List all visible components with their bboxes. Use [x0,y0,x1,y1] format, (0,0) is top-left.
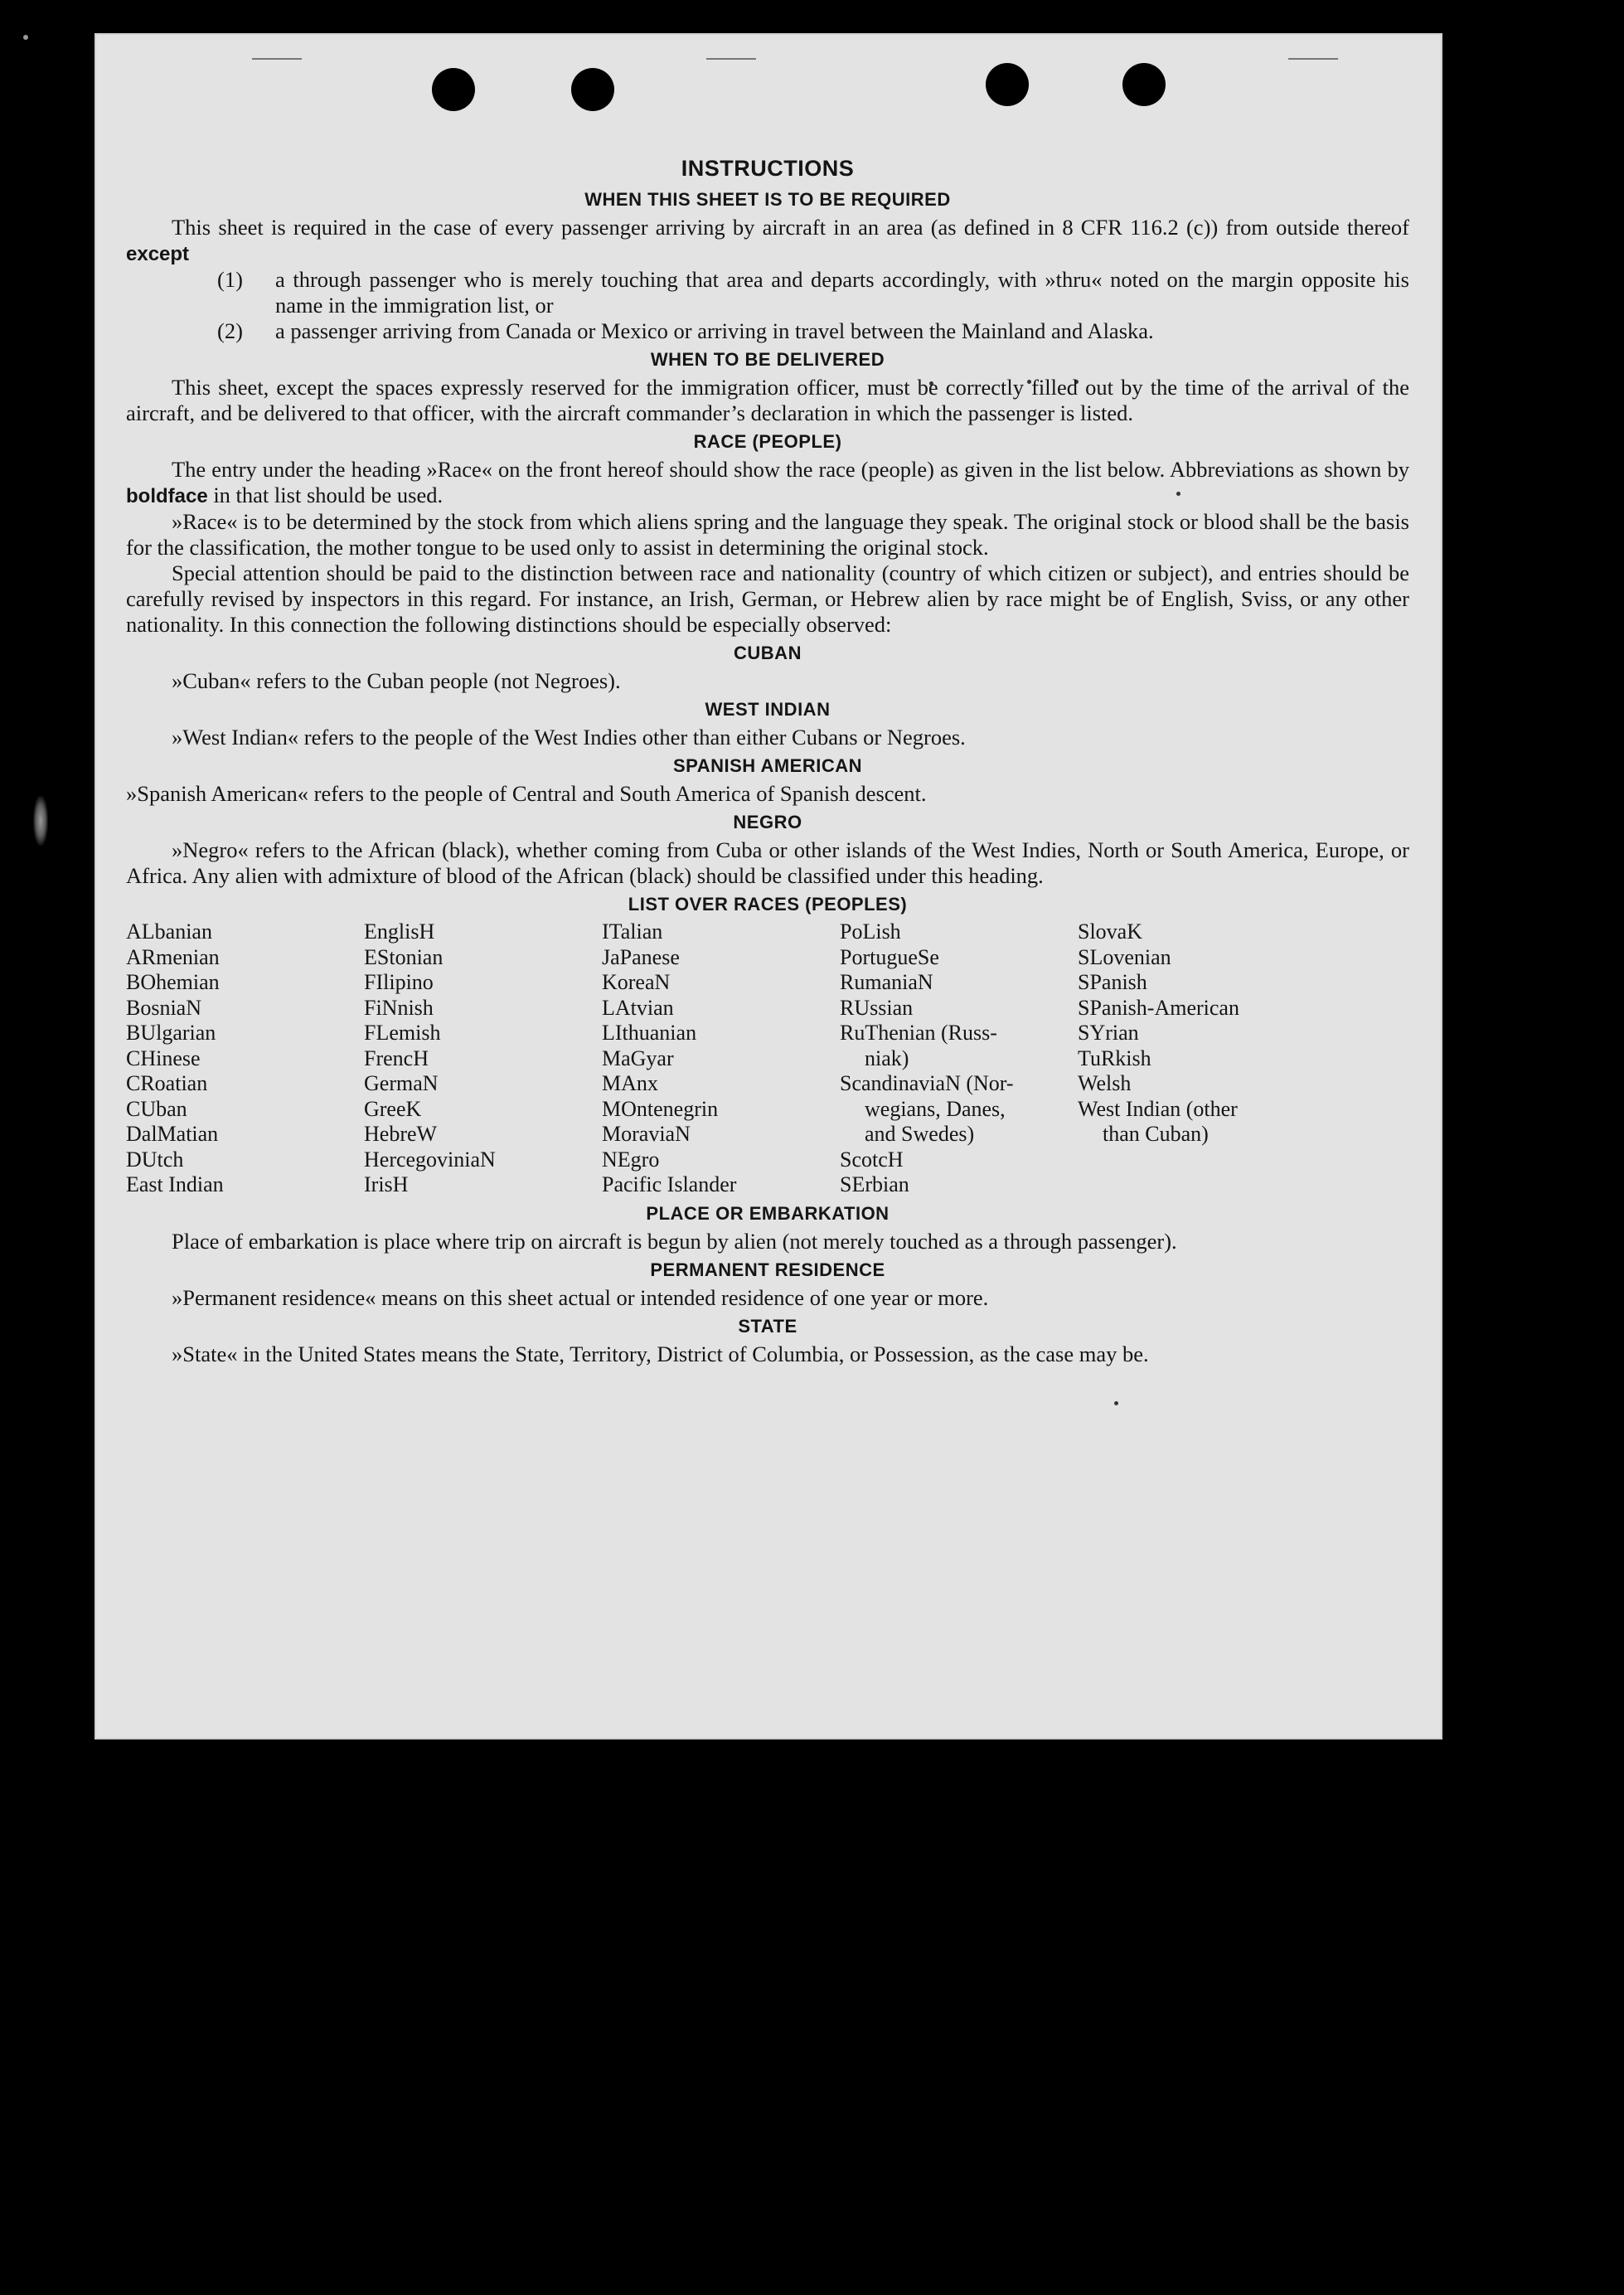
race-entry: KoreaN [602,970,671,994]
races-column [840,919,1078,1198]
race-entry: JaPanese [602,944,680,969]
race-entry: MoraviaN [602,1122,691,1146]
top-tick-mark [252,58,302,62]
race-entry: ITalian [602,919,663,944]
race-paragraph-2: »Race« is to be determined by the stock from which aliens spring and the language they speak. The original stock or blood shall be the basis for the classification, the mother tongue to be used only to assist in determining the original stock. [126,509,1409,560]
race-entry: BosniaN [126,995,201,1020]
race-entry: than Cuban) [1103,1122,1209,1146]
race-entry: CHinese [126,1046,201,1070]
exception-list [217,267,1409,344]
race-entry: BUlgarian [126,1021,216,1045]
race-entry: CUban [126,1096,187,1121]
section-heading-state: STATE [738,1315,797,1337]
section-heading-west-indian: WEST INDIAN [705,699,831,720]
race-entry: Welsh [1078,1071,1132,1095]
delivered-text: This sheet, except the spaces expressly reserved for the immigration officer, must be correctly filled out by the time of the arrival of the aircraft, and be delivered to that officer, with the aircraft commander’s declaration in which the passenger is listed. [126,375,1409,425]
races-column [126,919,364,1198]
page-title: INSTRUCTIONS [681,156,855,181]
race-entry: and Swedes) [865,1122,975,1146]
race-entry: MAnx [602,1071,658,1095]
race-entry: ScotcH [840,1147,904,1172]
race-entry: East Indian [126,1172,224,1196]
race-entry: SYrian [1078,1021,1139,1045]
race-entry: PoLish [840,919,901,944]
race-entry: SErbian [840,1172,909,1196]
top-tick-mark [706,58,756,62]
race-entry: RUssian [840,995,914,1020]
race-entry: LIthuanian [602,1021,697,1045]
negro-text: »Negro« refers to the African (black), whether coming from Cuba or other islands of the West Indies, North or South America, Europe, or Africa. Any alien with admixture of blood of the African (black) should be classified under this heading. [126,837,1409,888]
race-entry: EStonian [364,944,444,969]
exception-item: (2) a passenger arriving from Canada or Mexico or arriving in travel between the Mainland and Alaska. [217,318,1154,343]
race-entry: MaGyar [602,1046,674,1070]
race-entry: wegians, Danes, [865,1096,1006,1121]
punch-hole [986,63,1029,106]
race-entry: IrisH [364,1172,409,1196]
race-entry: ALbanian [126,919,212,944]
west-indian-text: »West Indian« refers to the people of the West Indies other than either Cubans or Negroes. [172,725,966,750]
document-page [95,33,1442,1739]
race-paragraph-1: The entry under the heading »Race« on the front hereof should show the race (people) as given in the list below. Abbreviations as shown by boldface in that list should be used. [126,457,1409,507]
race-entry: EnglisH [364,919,435,944]
race-entry: NEgro [602,1147,660,1172]
race-entry: Pacific Islander [602,1172,737,1196]
race-entry: ScandinaviaN (Nor- [840,1071,1014,1095]
scan-speck [23,35,28,40]
section-heading-race: RACE (PEOPLE) [693,431,842,452]
section-heading-negro: NEGRO [733,812,802,832]
race-entry: niak) [865,1046,909,1070]
race-entry: LAtvian [602,995,674,1020]
instructions-content [126,149,1409,1367]
race-entry: SPanish [1078,970,1147,994]
section-heading-cuban: CUBAN [734,643,802,663]
state-text: »State« in the United States means the State, Territory, District of Columbia, or Possession, as the case may be. [172,1341,1149,1366]
race-entry: FLemish [364,1021,441,1045]
race-entry: GreeK [364,1096,422,1121]
race-entry: GermaN [364,1071,439,1095]
cuban-text: »Cuban« refers to the Cuban people (not Negroes). [172,668,621,693]
race-entry: HercegoviniaN [364,1147,496,1172]
race-entry: PortugueSe [840,944,939,969]
race-entry: HebreW [364,1122,438,1146]
residence-text: »Permanent residence« means on this sheet actual or intended residence of one year or more. [172,1284,989,1310]
races-list [126,919,1409,1198]
race-entry: SLovenian [1078,944,1171,969]
race-entry: RuThenian (Russ- [840,1021,997,1045]
required-intro: This sheet is required in the case of every passenger arriving by aircraft in an area (as defined in 8 CFR 116.2 (c)) from outside thereof except [126,215,1409,265]
scan-edge-mark [33,796,48,846]
race-entry: TuRkish [1078,1046,1151,1070]
race-paragraph-3: Special attention should be paid to the distinction between race and nationality (country of which citizen or subject), and entries should be carefully revised by inspectors in this regard. For instance, an Irish, German, or Hebrew alien by race might be of English, Sviss, or any other nationality. In this connection the following distinctions should be especially observed: [126,560,1409,637]
section-heading-residence: PERMANENT RESIDENCE [650,1259,885,1280]
race-entry: FrencH [364,1046,429,1070]
section-heading-delivered: WHEN TO BE DELIVERED [650,349,885,370]
race-entry: SPanish-American [1078,995,1239,1020]
embarkation-text: Place of embarkation is place where trip on aircraft is begun by alien (not merely touched as a through passenger). [172,1228,1177,1254]
race-entry: CRoatian [126,1071,208,1095]
scan-speck [1114,1401,1118,1405]
section-heading-spanish-american: SPANISH AMERICAN [672,755,862,776]
races-column [1078,919,1326,1198]
punch-hole [432,68,475,111]
races-column [602,919,840,1198]
punch-hole [571,68,614,111]
race-entry: MOntenegrin [602,1096,719,1121]
race-entry: BOhemian [126,970,220,994]
section-heading-required: WHEN THIS SHEET IS TO BE REQUIRED [584,189,951,210]
spanish-american-text: »Spanish American« refers to the people of Central and South America of Spanish descent. [126,781,927,806]
race-entry: DUtch [126,1147,184,1172]
race-entry: FiNnish [364,995,434,1020]
punch-hole [1122,63,1166,106]
race-entry: SlovaK [1078,919,1142,944]
race-entry: DalMatian [126,1122,219,1146]
race-entry: West Indian (other [1078,1096,1238,1121]
top-tick-mark [1288,58,1338,62]
section-heading-embarkation: PLACE OR EMBARKATION [646,1202,890,1224]
exception-item: (1) a through passenger who is merely touching that area and departs accordingly, with »thru« noted on the margin opposite his name in the immigration list, or [217,267,1409,318]
race-entry: ARmenian [126,944,220,969]
races-column [364,919,602,1198]
race-entry: RumaniaN [840,970,933,994]
section-heading-races-list: LIST OVER RACES (PEOPLES) [628,894,908,915]
race-entry: FIlipino [364,970,434,994]
